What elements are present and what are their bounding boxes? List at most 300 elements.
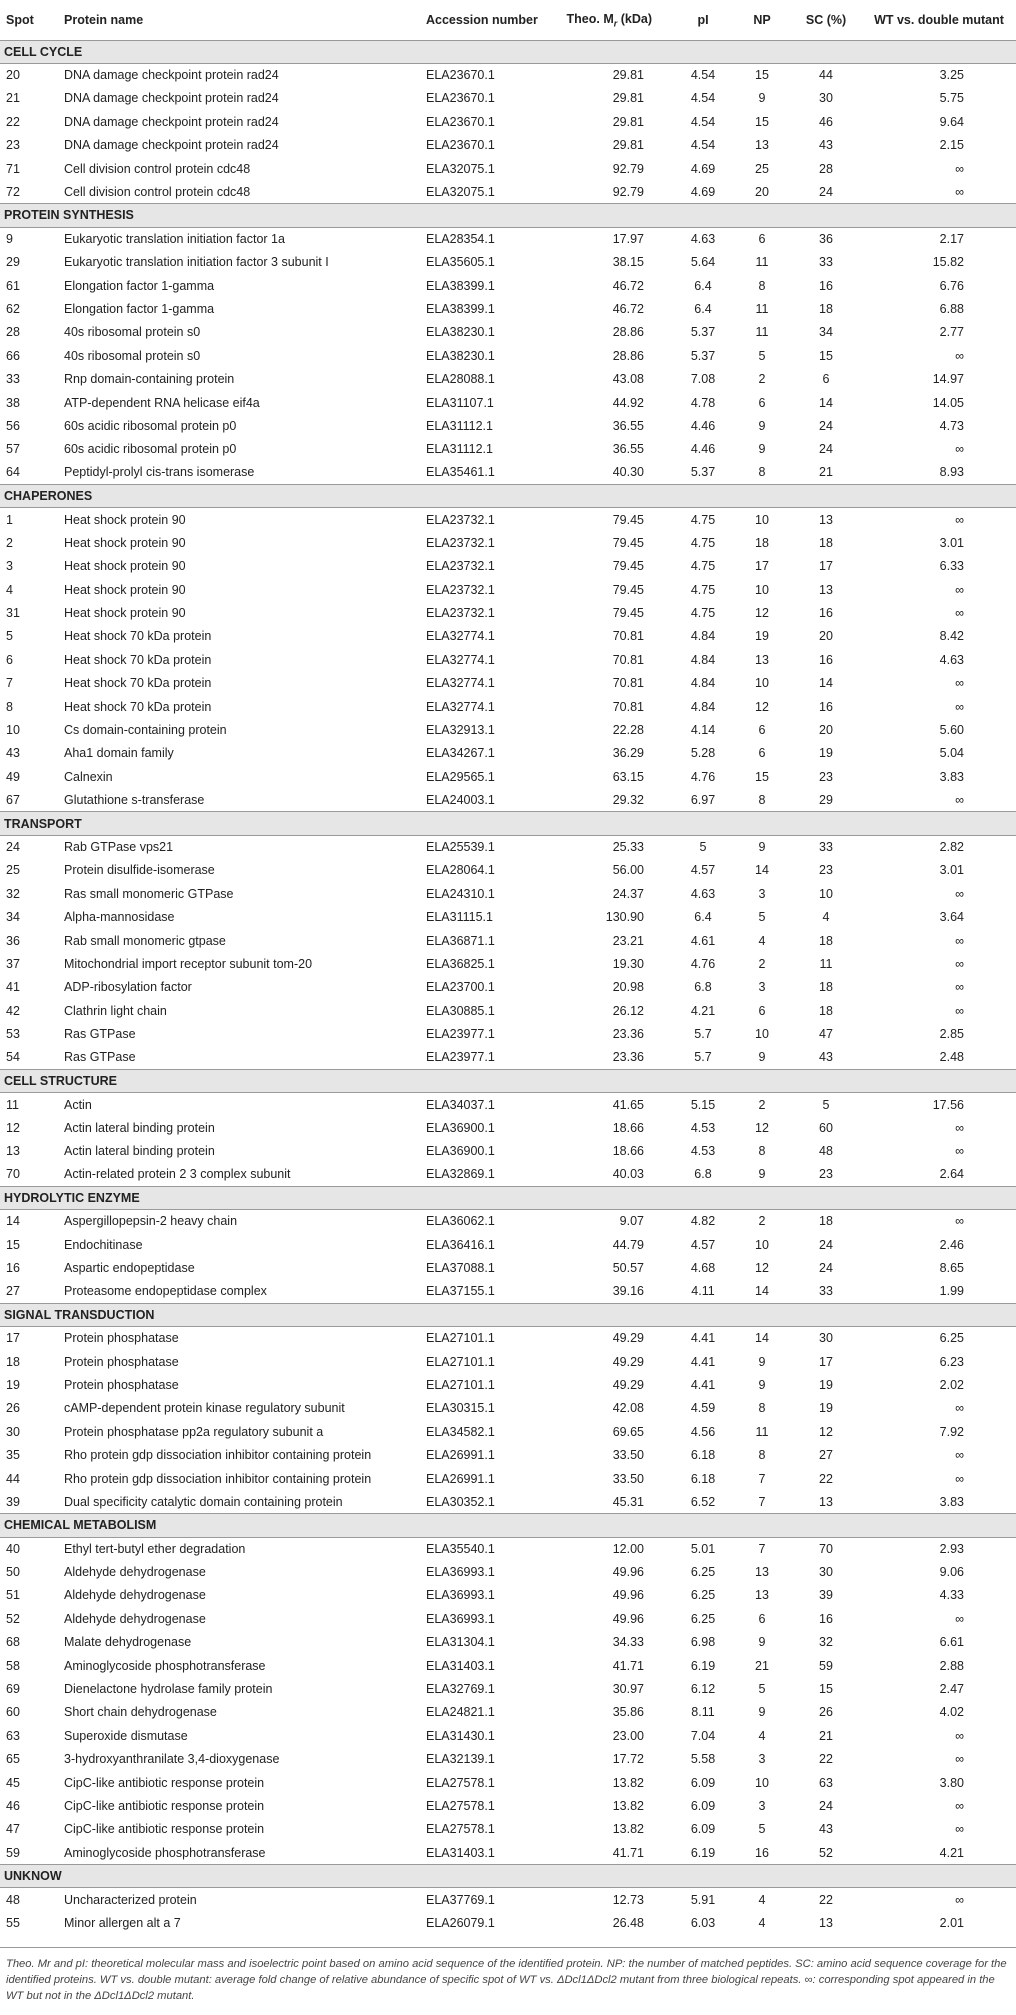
cell-theo-mr: 43.08: [612, 372, 644, 387]
cell-wt-vs-mutant: ∞: [955, 1752, 964, 1767]
cell-theo-mr: 63.15: [612, 769, 644, 784]
table-row: [0, 648, 1016, 671]
table-row: [0, 227, 1016, 250]
table-row: [0, 976, 1016, 999]
cell-accession: ELA23700.1: [426, 980, 495, 995]
cell-sc: 33: [819, 840, 833, 855]
cell-theo-mr: 69.65: [612, 1424, 644, 1439]
cell-np: 10: [755, 1775, 769, 1790]
cell-accession: ELA36416.1: [426, 1237, 495, 1252]
table-row: [0, 1841, 1016, 1864]
cell-spot: 54: [6, 1050, 20, 1065]
cell-accession: ELA36993.1: [426, 1611, 495, 1626]
cell-wt-vs-mutant: ∞: [955, 676, 964, 691]
cell-spot: 14: [6, 1214, 20, 1229]
cell-sc: 19: [819, 1377, 833, 1392]
cell-sc: 30: [819, 1565, 833, 1580]
cell-sc: 13: [819, 512, 833, 527]
cell-accession: ELA32774.1: [426, 676, 495, 691]
cell-spot: 19: [6, 1377, 20, 1392]
header-protein-name: Protein name: [58, 0, 420, 40]
cell-np: 5: [758, 910, 766, 925]
cell-protein-name: Aminoglycoside phosphotransferase: [64, 1845, 266, 1860]
cell-theo-mr: 49.96: [612, 1565, 644, 1580]
cell-spot: 13: [6, 1144, 20, 1159]
cell-wt-vs-mutant: 8.93: [939, 465, 964, 480]
cell-accession: ELA36825.1: [426, 956, 495, 971]
cell-pi: 4.75: [690, 582, 716, 597]
cell-accession: ELA31112.1: [426, 442, 493, 457]
cell-np: 5: [758, 1822, 766, 1837]
cell-pi: 5.64: [690, 255, 716, 270]
cell-pi: 6.09: [690, 1798, 716, 1813]
table-row: [0, 695, 1016, 718]
header-accession: Accession number: [420, 0, 562, 40]
cell-accession: ELA32774.1: [426, 652, 495, 667]
cell-pi: 6.25: [690, 1565, 716, 1580]
cell-protein-name: DNA damage checkpoint protein rad24: [64, 138, 279, 153]
cell-accession: ELA27101.1: [426, 1331, 495, 1346]
cell-sc: 36: [819, 232, 833, 247]
cell-np: 9: [758, 1705, 766, 1720]
cell-theo-mr: 23.36: [612, 1050, 644, 1065]
cell-wt-vs-mutant: 3.01: [939, 863, 964, 878]
cell-np: 9: [758, 1050, 766, 1065]
cell-wt-vs-mutant: 3.25: [939, 68, 964, 83]
cell-np: 8: [758, 1448, 766, 1463]
category-row: [0, 484, 1016, 507]
table-row: [0, 1093, 1016, 1116]
cell-sc: 18: [819, 301, 833, 316]
cell-spot: 51: [6, 1588, 20, 1603]
cell-spot: 6: [6, 652, 13, 667]
cell-wt-vs-mutant: ∞: [955, 348, 964, 363]
cell-theo-mr: 36.55: [612, 442, 644, 457]
cell-spot: 5: [6, 629, 13, 644]
cell-protein-name: Elongation factor 1-gamma: [64, 278, 215, 293]
table-row: [0, 1022, 1016, 1045]
cell-pi: 4.76: [690, 769, 716, 784]
cell-np: 4: [758, 1892, 766, 1907]
cell-protein-name: Actin lateral binding protein: [64, 1144, 215, 1159]
cell-protein-name: Glutathione s-transferase: [64, 792, 205, 807]
cell-protein-name: CipC-like antibiotic response protein: [64, 1775, 265, 1790]
cell-np: 15: [755, 68, 769, 83]
cell-accession: ELA26991.1: [426, 1471, 495, 1486]
cell-protein-name: Eukaryotic translation initiation factor 1a: [64, 232, 285, 247]
cell-protein-name: Actin-related protein 2 3 complex subunit: [64, 1167, 291, 1182]
cell-protein-name: Ras GTPase: [64, 1027, 136, 1042]
cell-spot: 47: [6, 1822, 20, 1837]
category-row: [0, 1864, 1016, 1887]
cell-pi: 4.68: [690, 1261, 716, 1275]
cell-protein-name: ATP-dependent RNA helicase eif4a: [64, 395, 260, 410]
cell-theo-mr: 49.96: [612, 1611, 644, 1626]
cell-theo-mr: 44.79: [612, 1237, 644, 1252]
cell-accession: ELA31112.1: [426, 418, 493, 433]
cell-pi: 5.01: [690, 1541, 716, 1556]
header-spot: Spot: [0, 0, 58, 40]
cell-protein-name: CipC-like antibiotic response protein: [64, 1798, 265, 1813]
cell-sc: 34: [819, 325, 833, 340]
cell-sc: 59: [819, 1658, 833, 1673]
table-row: [0, 555, 1016, 578]
cell-protein-name: Ras small monomeric GTPase: [64, 886, 234, 901]
cell-wt-vs-mutant: 2.17: [939, 232, 964, 247]
cell-wt-vs-mutant: ∞: [955, 980, 964, 995]
cell-spot: 17: [6, 1331, 20, 1346]
cell-accession: ELA38399.1: [426, 278, 495, 293]
cell-wt-vs-mutant: 8.65: [939, 1261, 964, 1275]
cell-pi: 5.28: [690, 746, 716, 761]
cell-wt-vs-mutant: ∞: [955, 1892, 964, 1907]
cell-spot: 8: [6, 699, 13, 714]
cell-accession: ELA28088.1: [426, 372, 495, 387]
cell-np: 9: [758, 1635, 766, 1650]
cell-accession: ELA32774.1: [426, 629, 495, 644]
cell-wt-vs-mutant: 5.04: [939, 746, 964, 761]
cell-wt-vs-mutant: ∞: [955, 161, 964, 176]
cell-wt-vs-mutant: 1.99: [939, 1284, 964, 1299]
cell-theo-mr: 29.81: [612, 138, 644, 153]
cell-sc: 24: [819, 1261, 833, 1275]
cell-protein-name: Rab small monomeric gtpase: [64, 933, 226, 948]
cell-wt-vs-mutant: 2.48: [939, 1050, 964, 1065]
cell-theo-mr: 33.50: [612, 1471, 644, 1486]
cell-protein-name: Aldehyde dehydrogenase: [64, 1611, 206, 1626]
cell-np: 7: [758, 1541, 766, 1556]
cell-spot: 70: [6, 1167, 20, 1182]
cell-accession: ELA26991.1: [426, 1448, 495, 1463]
cell-protein-name: Cell division control protein cdc48: [64, 184, 251, 199]
cell-protein-name: DNA damage checkpoint protein rad24: [64, 68, 279, 83]
cell-pi: 5.37: [690, 325, 716, 340]
cell-sc: 26: [819, 1705, 833, 1720]
cell-np: 5: [758, 1682, 766, 1697]
cell-pi: 5.7: [694, 1027, 712, 1042]
cell-spot: 25: [6, 863, 20, 878]
cell-wt-vs-mutant: ∞: [955, 886, 964, 901]
cell-np: 14: [755, 863, 769, 878]
cell-pi: 4.54: [690, 138, 716, 153]
cell-protein-name: Cell division control protein cdc48: [64, 161, 251, 176]
cell-protein-name: Superoxide dismutase: [64, 1728, 188, 1743]
table-row: [0, 63, 1016, 86]
cell-spot: 44: [6, 1471, 20, 1486]
cell-pi: 4.75: [690, 535, 716, 550]
cell-spot: 53: [6, 1027, 20, 1042]
cell-protein-name: Mitochondrial import receptor subunit tom-20: [64, 956, 313, 971]
cell-wt-vs-mutant: 3.83: [939, 1494, 964, 1509]
category-label: CHEMICAL METABOLISM: [0, 1514, 1016, 1537]
table-row: [0, 742, 1016, 765]
cell-pi: 6.25: [690, 1611, 716, 1626]
cell-spot: 59: [6, 1845, 20, 1860]
cell-wt-vs-mutant: 6.76: [939, 278, 964, 293]
cell-accession: ELA23670.1: [426, 68, 495, 83]
cell-np: 17: [755, 559, 769, 574]
cell-sc: 47: [819, 1027, 833, 1042]
category-label: PROTEIN SYNTHESIS: [0, 204, 1016, 227]
cell-sc: 14: [819, 676, 833, 691]
table-row: [0, 999, 1016, 1022]
cell-wt-vs-mutant: ∞: [955, 582, 964, 597]
cell-pi: 6.18: [690, 1471, 716, 1486]
table-row: [0, 414, 1016, 437]
cell-np: 3: [758, 980, 766, 995]
table-row: [0, 1654, 1016, 1677]
cell-accession: ELA36900.1: [426, 1120, 495, 1135]
cell-sc: 17: [819, 1354, 833, 1369]
cell-wt-vs-mutant: 6.61: [939, 1635, 964, 1650]
cell-theo-mr: 49.29: [612, 1377, 644, 1392]
cell-protein-name: Uncharacterized protein: [64, 1892, 197, 1907]
cell-np: 10: [755, 676, 769, 691]
cell-theo-mr: 79.45: [612, 559, 644, 574]
cell-np: 2: [758, 372, 766, 387]
cell-theo-mr: 79.45: [612, 535, 644, 550]
cell-wt-vs-mutant: 17.56: [932, 1097, 964, 1112]
cell-accession: ELA27578.1: [426, 1822, 495, 1837]
cell-theo-mr: 28.86: [612, 325, 644, 340]
cell-pi: 8.11: [691, 1705, 715, 1720]
cell-accession: ELA31403.1: [426, 1845, 495, 1860]
category-label: HYDROLYTIC ENZYME: [0, 1186, 1016, 1209]
cell-spot: 36: [6, 933, 20, 948]
table-row: [0, 134, 1016, 157]
table-footnote: Theo. Mr and pI: theoretical molecular mass and isoelectric point based on amino acid sequence of the identified protein. NP: the number of matched peptides. SC: amino acid sequence coverage for the identified proteins. WT vs. double mutant: average fold change of relative abundance of specific spot of WT vs. ΔDcl1ΔDcl2 mutant from three biological repeats. ∞: corresponding spot appeared in the WT but not in the ΔDcl1ΔDcl2 mutant.: [0, 1947, 1016, 2004]
cell-wt-vs-mutant: ∞: [955, 956, 964, 971]
cell-wt-vs-mutant: 2.77: [939, 325, 964, 340]
cell-np: 18: [755, 535, 769, 550]
cell-np: 9: [758, 91, 766, 106]
cell-spot: 63: [6, 1728, 20, 1743]
header-theo-mr: [562, 0, 672, 40]
cell-theo-mr: 33.50: [612, 1448, 644, 1463]
cell-theo-mr: 49.96: [612, 1588, 644, 1603]
cell-protein-name: DNA damage checkpoint protein rad24: [64, 114, 279, 129]
cell-wt-vs-mutant: ∞: [955, 512, 964, 527]
table-row: [0, 391, 1016, 414]
cell-np: 3: [758, 886, 766, 901]
cell-accession: ELA23977.1: [426, 1027, 495, 1042]
cell-pi: 4.57: [690, 1237, 716, 1252]
cell-theo-mr: 70.81: [612, 629, 644, 644]
cell-np: 9: [758, 418, 766, 433]
cell-wt-vs-mutant: 4.02: [939, 1705, 964, 1720]
cell-theo-mr: 42.08: [612, 1401, 644, 1416]
table-row: [0, 1420, 1016, 1443]
cell-accession: ELA23732.1: [426, 559, 495, 574]
cell-protein-name: Alpha-mannosidase: [64, 910, 175, 925]
table-row: [0, 1584, 1016, 1607]
cell-sc: 18: [819, 1003, 833, 1018]
cell-theo-mr: 79.45: [612, 512, 644, 527]
cell-wt-vs-mutant: 6.23: [939, 1354, 964, 1369]
table-row: [0, 601, 1016, 624]
cell-accession: ELA31403.1: [426, 1658, 495, 1673]
cell-spot: 22: [6, 114, 20, 129]
cell-accession: ELA36871.1: [426, 933, 495, 948]
cell-wt-vs-mutant: 3.64: [939, 910, 964, 925]
cell-np: 10: [755, 1237, 769, 1252]
cell-accession: ELA37088.1: [426, 1261, 495, 1275]
category-label: UNKNOW: [0, 1864, 1016, 1887]
cell-wt-vs-mutant: 2.93: [939, 1541, 964, 1556]
table-row: [0, 508, 1016, 531]
cell-spot: 10: [6, 723, 20, 738]
cell-sc: 52: [819, 1845, 833, 1860]
cell-np: 4: [758, 933, 766, 948]
cell-protein-name: Dual specificity catalytic domain containing protein: [64, 1494, 343, 1509]
cell-wt-vs-mutant: ∞: [955, 699, 964, 714]
cell-sc: 30: [819, 91, 833, 106]
cell-spot: 50: [6, 1565, 20, 1580]
cell-spot: 71: [6, 161, 20, 176]
cell-theo-mr: 45.31: [612, 1494, 644, 1509]
cell-wt-vs-mutant: 8.42: [939, 629, 964, 644]
cell-pi: 4.84: [690, 652, 716, 667]
cell-theo-mr: 29.32: [612, 792, 644, 807]
cell-spot: 2: [6, 535, 13, 550]
cell-wt-vs-mutant: 2.02: [939, 1377, 964, 1392]
cell-theo-mr: 29.81: [612, 114, 644, 129]
cell-theo-mr: 56.00: [612, 863, 644, 878]
cell-theo-mr: 44.92: [612, 395, 644, 410]
cell-accession: ELA32075.1: [426, 184, 495, 199]
cell-spot: 18: [6, 1354, 20, 1369]
cell-pi: 6.19: [690, 1845, 716, 1860]
cell-sc: 32: [819, 1635, 833, 1650]
cell-pi: 4.75: [690, 606, 716, 621]
cell-wt-vs-mutant: ∞: [955, 442, 964, 457]
table-row: [0, 835, 1016, 858]
cell-protein-name: Heat shock protein 90: [64, 512, 186, 527]
cell-spot: 34: [6, 910, 20, 925]
cell-accession: ELA23670.1: [426, 138, 495, 153]
cell-theo-mr: 41.71: [612, 1658, 644, 1673]
cell-sc: 18: [819, 535, 833, 550]
cell-np: 12: [755, 699, 769, 714]
table-row: [0, 625, 1016, 648]
table-row: [0, 1326, 1016, 1349]
cell-wt-vs-mutant: 5.60: [939, 723, 964, 738]
cell-pi: 4.84: [690, 676, 716, 691]
cell-protein-name: Aspergillopepsin-2 heavy chain: [64, 1214, 238, 1229]
cell-spot: 37: [6, 956, 20, 971]
cell-accession: ELA35461.1: [426, 465, 495, 480]
table-row: [0, 438, 1016, 461]
cell-np: 9: [758, 1354, 766, 1369]
cell-protein-name: Rho protein gdp dissociation inhibitor containing protein: [64, 1471, 372, 1486]
cell-theo-mr: 41.65: [612, 1097, 644, 1112]
cell-np: 10: [755, 582, 769, 597]
cell-wt-vs-mutant: 14.97: [932, 372, 964, 387]
cell-protein-name: Eukaryotic translation initiation factor 3 subunit I: [64, 255, 329, 270]
cell-spot: 72: [6, 184, 20, 199]
cell-np: 7: [758, 1471, 766, 1486]
cell-protein-name: Protein phosphatase: [64, 1354, 179, 1369]
category-label: CHAPERONES: [0, 484, 1016, 507]
cell-theo-mr: 70.81: [612, 676, 644, 691]
cell-pi: 4.61: [690, 933, 716, 948]
cell-theo-mr: 38.15: [612, 255, 644, 270]
table-row: [0, 1490, 1016, 1513]
cell-sc: 13: [819, 582, 833, 597]
cell-protein-name: Proteasome endopeptidase complex: [64, 1284, 267, 1299]
cell-theo-mr: 35.86: [612, 1705, 644, 1720]
cell-theo-mr: 30.97: [612, 1682, 644, 1697]
cell-np: 6: [758, 723, 766, 738]
cell-wt-vs-mutant: ∞: [955, 1611, 964, 1626]
cell-np: 15: [755, 114, 769, 129]
table-row: [0, 1560, 1016, 1583]
cell-pi: 6.97: [690, 792, 716, 807]
cell-sc: 16: [819, 699, 833, 714]
table-row: [0, 789, 1016, 812]
cell-spot: 46: [6, 1798, 20, 1813]
cell-np: 6: [758, 395, 766, 410]
cell-accession: ELA27578.1: [426, 1775, 495, 1790]
cell-theo-mr: 18.66: [612, 1120, 644, 1135]
cell-wt-vs-mutant: ∞: [955, 1214, 964, 1229]
cell-spot: 7: [6, 676, 13, 691]
cell-theo-mr: 13.82: [612, 1822, 644, 1837]
cell-spot: 48: [6, 1892, 20, 1907]
cell-pi: 4.41: [690, 1354, 716, 1369]
cell-protein-name: Heat shock 70 kDa protein: [64, 699, 212, 714]
cell-theo-mr: 130.90: [605, 910, 644, 925]
cell-protein-name: Short chain dehydrogenase: [64, 1705, 217, 1720]
cell-sc: 12: [819, 1424, 833, 1439]
cell-wt-vs-mutant: ∞: [955, 1822, 964, 1837]
cell-np: 12: [755, 606, 769, 621]
cell-spot: 69: [6, 1682, 20, 1697]
table-row: [0, 1724, 1016, 1747]
cell-accession: ELA36062.1: [426, 1214, 495, 1229]
cell-protein-name: Heat shock 70 kDa protein: [64, 652, 212, 667]
cell-spot: 35: [6, 1448, 20, 1463]
cell-np: 6: [758, 746, 766, 761]
cell-wt-vs-mutant: 15.82: [932, 255, 964, 270]
cell-accession: ELA31115.1: [426, 910, 493, 925]
cell-pi: 4.84: [690, 629, 716, 644]
cell-sc: 23: [819, 769, 833, 784]
cell-np: 16: [755, 1845, 769, 1860]
cell-wt-vs-mutant: 4.73: [939, 418, 964, 433]
cell-np: 14: [755, 1331, 769, 1346]
cell-pi: 4.76: [690, 956, 716, 971]
table-row: [0, 1818, 1016, 1841]
table-row: [0, 929, 1016, 952]
header-mr-prefix: Theo. M: [566, 11, 614, 26]
cell-theo-mr: 24.37: [612, 886, 644, 901]
cell-sc: 16: [819, 1611, 833, 1626]
cell-spot: 3: [6, 559, 13, 574]
cell-protein-name: Actin: [64, 1097, 92, 1112]
cell-sc: 27: [819, 1448, 833, 1463]
cell-accession: ELA36900.1: [426, 1144, 495, 1159]
cell-wt-vs-mutant: ∞: [955, 1144, 964, 1159]
cell-accession: ELA23732.1: [426, 582, 495, 597]
cell-np: 9: [758, 840, 766, 855]
cell-wt-vs-mutant: ∞: [955, 1728, 964, 1743]
cell-sc: 14: [819, 395, 833, 410]
cell-np: 3: [758, 1798, 766, 1813]
cell-theo-mr: 36.55: [612, 418, 644, 433]
cell-accession: ELA36993.1: [426, 1588, 495, 1603]
cell-spot: 66: [6, 348, 20, 363]
